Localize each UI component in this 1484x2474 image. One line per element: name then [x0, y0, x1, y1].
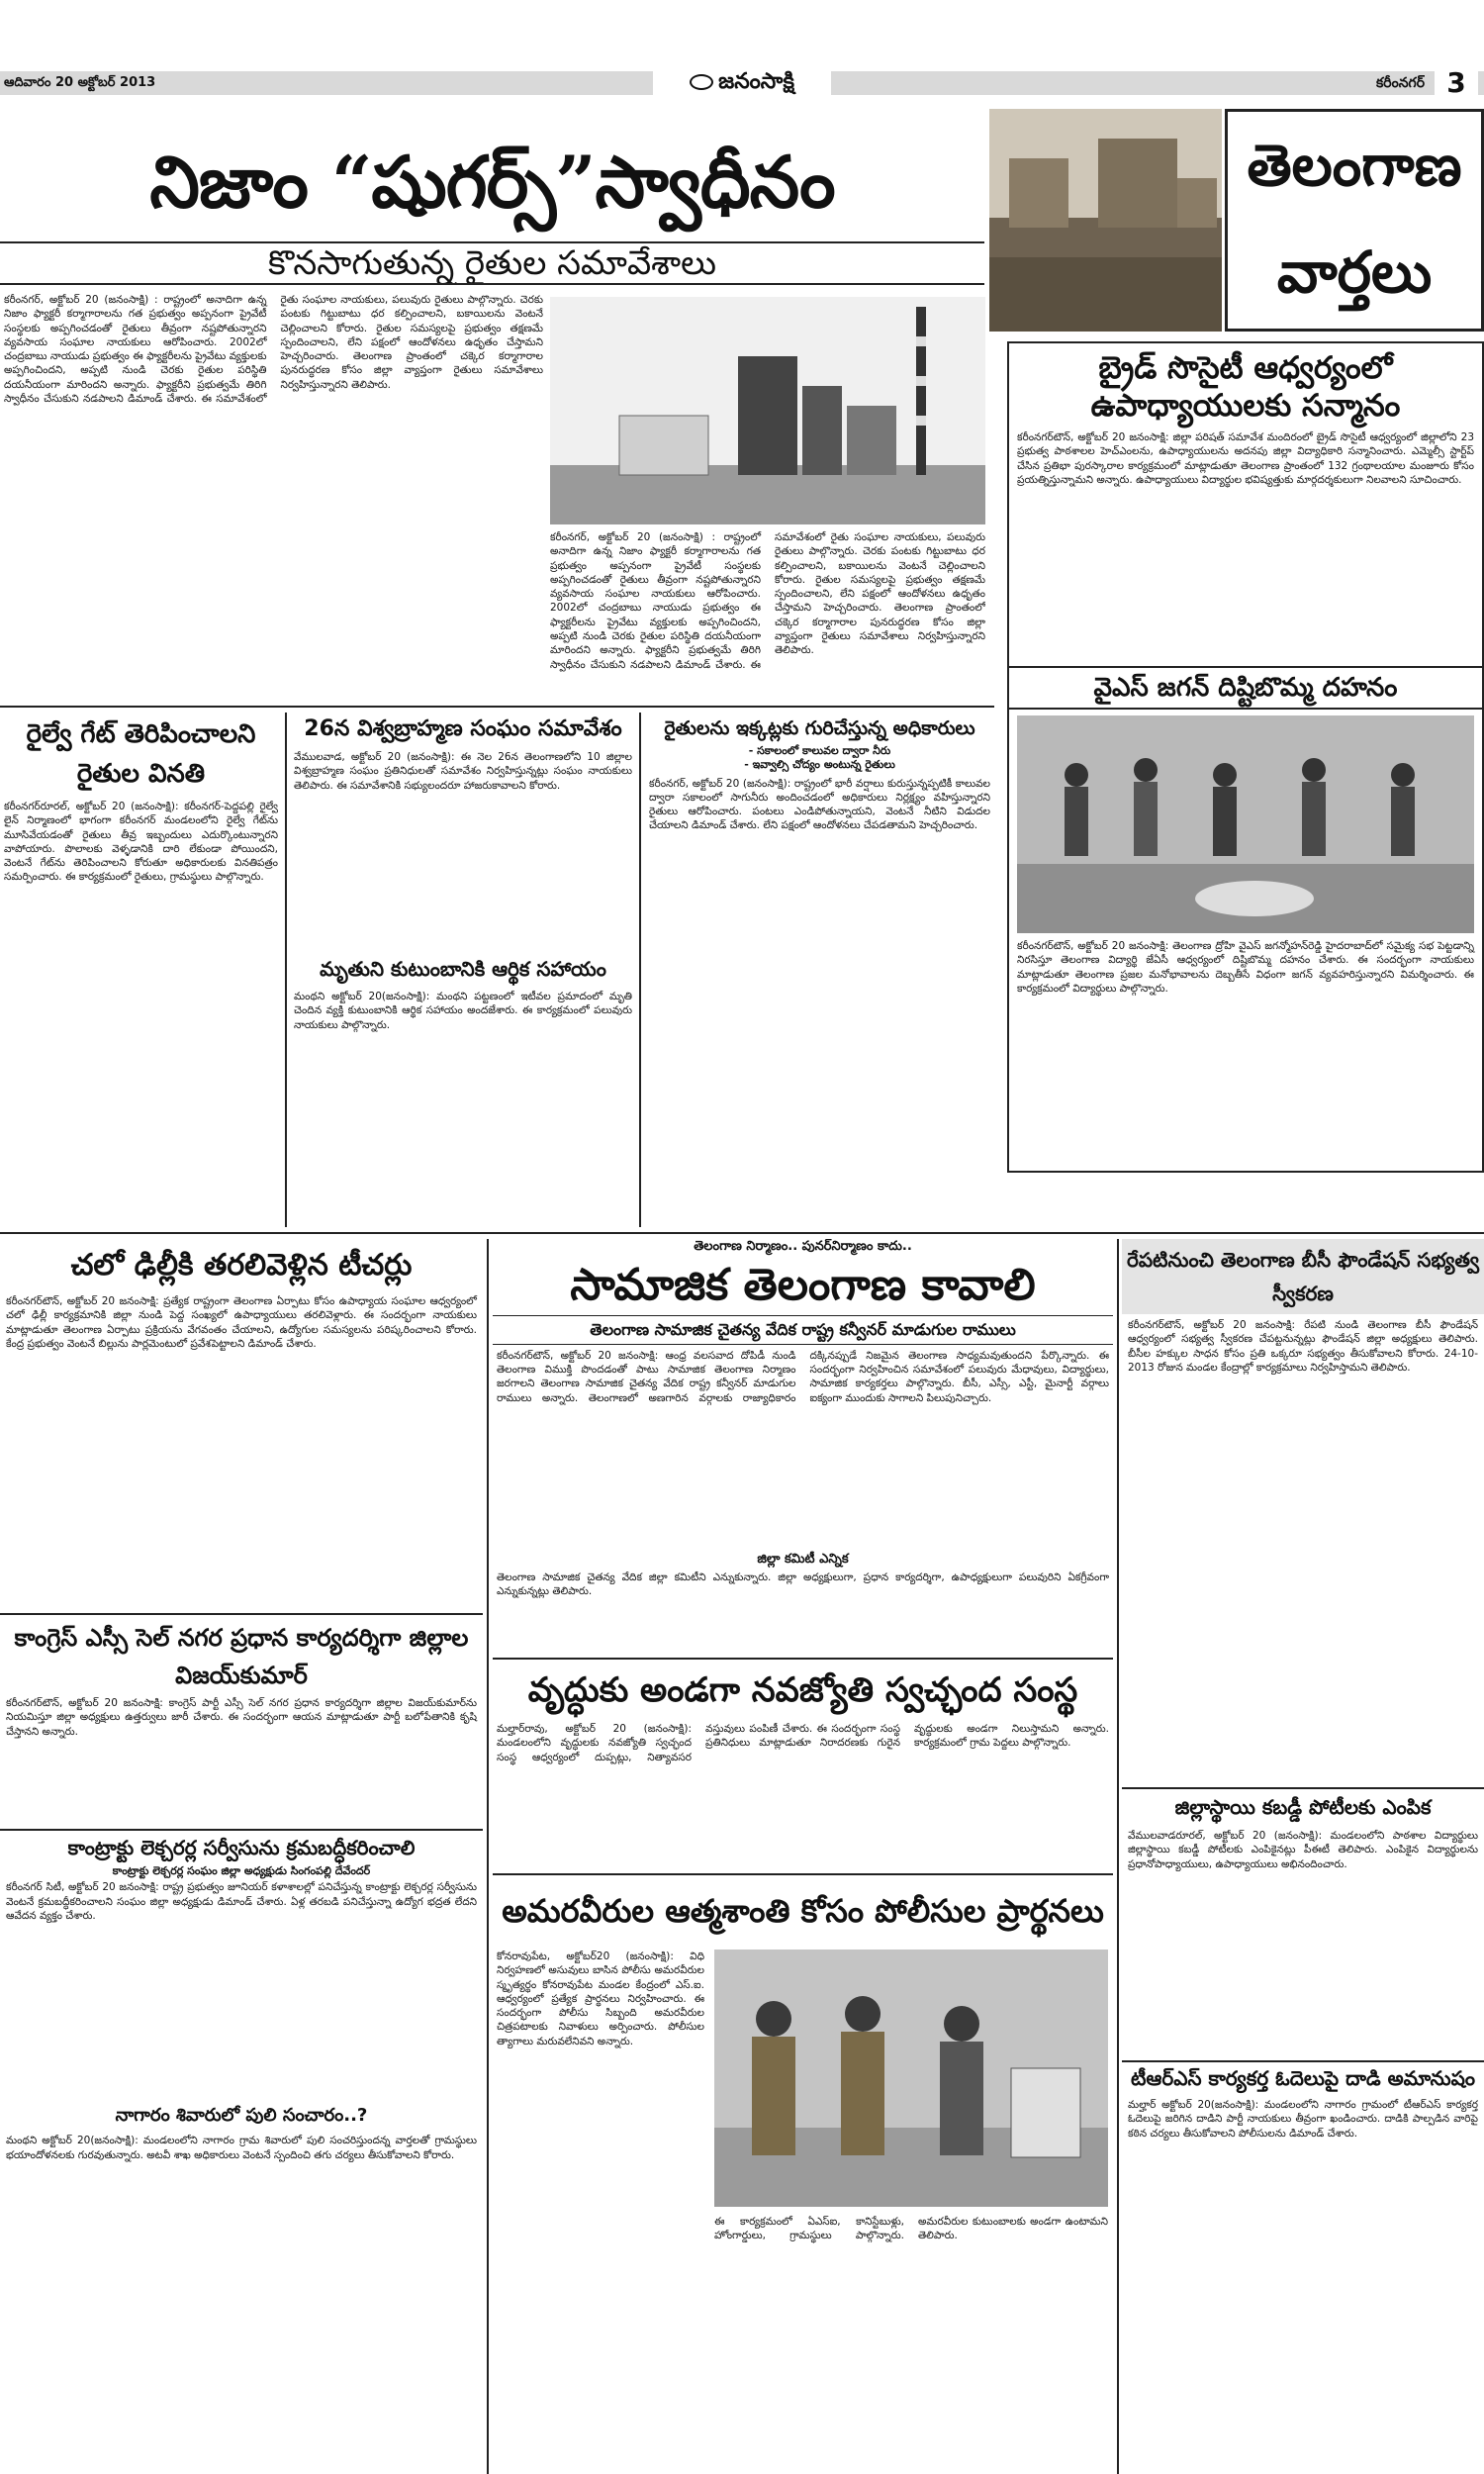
center3-headline: అమరవీరుల ఆత్మశాంతి కోసం పోలీసుల ప్రార్థనలు — [502, 1892, 1104, 1930]
mid-story-3-sub2: - ఇవ్వాల్సి చోద్యం అంటున్న రైతులు — [744, 758, 895, 772]
mid-story-1 — [0, 713, 282, 1227]
left-s3-headline: కాంట్రాక్టు లెక్చరర్ల సర్వీసును క్రమబద్ధీకరించాలి — [0, 1829, 483, 1864]
eye-icon — [690, 74, 713, 90]
center-body: కరీంనగర్‌టౌన్, అక్టోబర్ 20 జనంసాక్షి: ఆంధ్ర వలసవాద దోపిడీ నుండి తెలంగాణ విముక్తి పొందడంతో పాటు సామాజిక తెలంగాణ నిర్మాణం జరగాలని తెలంగాణ సామాజిక చైతన్య వేదిక రాష్ట్ర కన్వీనర్ మాడుగుల రాములు అన్నారు. తెలంగాణలో అణగారిన వర్గాలకు రాజ్యాధికారం దక్కినప్పుడే నిజమైన తెలంగాణ సాధ్యమవుతుందని పేర్కొన్నారు. ఈ సందర్భంగా నిర్వహించిన సమావేశంలో పలువురు మేధావులు, విద్యార్థులు, సామాజిక కార్యకర్తలు పాల్గొన్నారు. బీసీ, ఎస్సీ, ఎస్టీ, మైనార్టీ వర్గాలు ఐక్యంగా ముందుకు సాగాలని పిలుపునిచ్చారు. — [497, 1349, 1109, 1404]
police-illustration — [714, 1950, 1108, 2207]
telangana-news-photo — [989, 109, 1222, 332]
masthead-edition: కరీంనగర్ — [1376, 75, 1425, 91]
right-s1-headline: రేపటినుంచి తెలంగాణ బీసీ ఫౌండేషన్ సభ్యత్వ స్వీకరణ — [1122, 1239, 1484, 1314]
telangana-news-title-line2: వార్తలు — [1276, 238, 1433, 306]
telangana-news-title-line1: తెలంగాణ — [1247, 132, 1462, 199]
police-photo — [714, 1950, 1108, 2207]
protest-illustration — [1017, 715, 1474, 933]
mid-story-1-headline: రైల్వే గేట్ తెరిపించాలని రైతుల వినతి — [26, 719, 256, 789]
right-s3-headline: టీఆర్ఎస్ కార్యకర్త ఓదెలుపై దాడి అమానుషం — [1122, 2060, 1484, 2094]
right-column-lower — [1122, 1239, 1484, 2474]
masthead-date: ఆదివారం 20 అక్టోబర్ 2013 — [4, 73, 301, 93]
mid-story-3-headline: రైతులను ఇక్కట్లకు గురిచేస్తున్న అధికారులు — [664, 717, 975, 739]
mid-story-2-subhead: మృతుని కుటుంబానికి ఆర్థిక సహాయం — [320, 957, 606, 981]
divider-center-2 — [493, 1873, 1113, 1875]
lead-body: కరీంనగర్, అక్టోబర్ 20 (జనంసాక్షి) : రాష్ట్రంలో అనాదిగా ఉన్న నిజాం ఫ్యాక్టరీ కర్మాగారాలను గత ప్రభుత్వం అప్పనంగా ప్రైవేటీ సంస్థలకు అప్పగించడంతో రైతులు తీవ్రంగా నష్టపోతున్నారని వ్యవసాయ సంఘాల నాయకులు ఆరోపించారు. 2002లో చంద్రబాబు నాయుడు ప్రభుత్వం ఈ ఫ్యాక్టరీలను ప్రైవేటు వ్యక్తులకు అప్పగించిందని, అప్పటి నుండి చెరకు రైతుల పరిస్థితి దయనీయంగా మారిందని అన్నారు. ఫ్యాక్టరీని ప్రభుత్వమే తిరిగి స్వాధీనం చేసుకుని నడపాలని డిమాండ్ చేశారు. ఈ సమావేశంలో రైతు సంఘాల నాయకులు, పలువురు రైతులు పాల్గొన్నారు. చెరకు పంటకు గిట్టుబాటు ధర కల్పించాలని, బకాయిలను వెంటనే చెల్లించాలని కోరారు. రైతుల సమస్యలపై ప్రభుత్వం తక్షణమే స్పందించాలని, లేని పక్షంలో ఆందోళనలు ఉధృతం చేస్తామని హెచ్చరించారు. తెలంగాణ ప్రాంతంలో చక్కెర కర్మాగారాల పునరుద్ధరణ కోసం జిల్లా వ్యాప్తంగా రైతులు సమావేశాలు నిర్వహిస్తున్నారని తెలిపారు. — [4, 294, 543, 406]
mid-story-3-body: కరీంనగర్, అక్టోబర్ 20 (జనంసాక్షి): రాష్ట్రంలో భారీ వర్షాలు కురుస్తున్నప్పటికీ కాలువల ద్వారా సకాలంలో సాగునీరు అందించడంలో అధికారులు నిర్లక్ష్యం వహిస్తున్నారని రైతులు ఆరోపించారు. పంటలు ఎండిపోతున్నాయని, వెంటనే నీటిని విడుదల చేయాలని డిమాండ్ చేశారు. లేని పక్షంలో ఆందోళనలు చేపడతామని హెచ్చరించారు. — [649, 777, 990, 832]
mid-story-3 — [645, 713, 994, 1227]
fort-illustration — [989, 109, 1222, 332]
divider-center-v — [1117, 1239, 1119, 2474]
right-top-box — [1007, 341, 1484, 1173]
right-s3-body: మల్హార్ అక్టోబర్ 20(జనంసాక్షి): మండలంలోని నాగారం గ్రామంలో టీఆర్ఎస్ కార్యకర్త ఓదెలుపై జరిగిన దాడిని పార్టీ నాయకులు తీవ్రంగా ఖండించారు. దాడికి పాల్పడిన వారిపై కఠిన చర్యలు తీసుకోవాలని పోలీసులను డిమాండ్ చేశారు. — [1128, 2099, 1478, 2140]
mid-story-2-headline: 26న విశ్వబ్రాహ్మణ సంఘం సమావేశం — [304, 716, 622, 741]
mid-story-2 — [290, 713, 636, 1227]
center2-body: మల్హార్‌రావు, అక్టోబర్ 20 (జనంసాక్షి): మండలంలోని వృద్ధులకు నవజ్యోతి స్వచ్ఛంద సంస్థ ఆధ్వర్యంలో దుప్పట్లు, నిత్యావసర వస్తువులు పంపిణీ చేశారు. ఈ సందర్భంగా సంస్థ ప్రతినిధులు మాట్లాడుతూ నిరాదరణకు గురైన వృద్ధులకు అండగా నిలుస్తామని అన్నారు. కార్యక్రమంలో గ్రామ పెద్దలు పాల్గొన్నారు. — [497, 1723, 1109, 1763]
lead-subhead-band — [0, 241, 984, 285]
center-byline: తెలంగాణ సామాజిక చైతన్య వేదిక రాష్ట్ర కన్వీనర్ మాడుగుల రాములు — [493, 1315, 1113, 1345]
lead-subhead: కొనసాగుతున్న రైతుల సమావేశాలు — [268, 243, 716, 283]
lead-headline: నిజాం “షుగర్స్”స్వాధీనం — [149, 140, 835, 224]
factory-illustration — [550, 297, 985, 524]
divider-mid — [0, 706, 994, 708]
left-column-lower — [0, 1239, 483, 2474]
center-kicker: తెలంగాణ నిర్మాణం.. పునర్‌నిర్మాణం కాదు.. — [694, 1239, 912, 1254]
left-s3-sub: కాంట్రాక్టు లెక్చరర్ల సంఘం జిల్లా అధ్యక్షుడు సింగంపల్లి దేవేందర్ — [112, 1864, 371, 1877]
right-top-headline: బ్రైడ్ సొసైటీ ఆధ్వర్యంలో ఉపాధ్యాయులకు సన్మానం — [1090, 350, 1401, 424]
divider-mid-v1 — [285, 713, 287, 1227]
center-block-3 — [493, 1878, 1113, 2474]
center-sub-body: తెలంగాణ సామాజిక చైతన్య వేదిక జిల్లా కమిటీని ఎన్నుకున్నారు. జిల్లా అధ్యక్షులుగా, ప్రధాన కార్యదర్శిగా, ఉపాధ్యక్షులుగా పలువురిని ఏకగ్రీవంగా ఎన్నుకున్నట్లు తెలిపారు. — [497, 1570, 1109, 1598]
divider-lower — [0, 1232, 1484, 1234]
left-s1-headline: చలో ఢిల్లీకి తరలివెళ్లిన టీచర్లు — [70, 1248, 413, 1283]
left-s4-body: మంథని అక్టోబర్ 20(జనంసాక్షి): మండలంలోని నాగారం గ్రామ శివారులో పులి సంచరిస్తుందన్న వార్తలతో గ్రామస్థులు భయాందోళనలకు గురవుతున్నారు. అటవీ శాఖ అధికారులు వెంటనే స్పందించి తగు చర్యలు తీసుకోవాలని కోరారు. — [6, 2135, 477, 2161]
masthead-logo: జనంసాక్షి — [653, 65, 831, 99]
page-number: 3 — [1435, 65, 1478, 101]
divider-center-1 — [493, 1658, 1113, 1660]
mid-story-2-body2: మంథని అక్టోబర్ 20(జనంసాక్షి): మంథని పట్టణంలో ఇటీవల ప్రమాదంలో మృతి చెందిన వ్యక్తి కుటుంబానికి ఆర్థిక సహాయం అందజేశారు. ఈ కార్యక్రమంలో పలువురు నాయకులు పాల్గొన్నారు. — [294, 991, 632, 1031]
center-block-2 — [493, 1663, 1113, 1870]
right-top-body2: కరీంనగర్‌టౌన్, అక్టోబర్ 20 జనంసాక్షి: తెలంగాణ ద్రోహి వైఎస్ జగన్మోహన్‌రెడ్డి హైదరాబాద్‌లో సమైక్య సభ పెట్టడాన్ని నిరసిస్తూ తెలంగాణ విద్యార్థి జేఏసీ ఆధ్వర్యంలో దిష్టిబొమ్మ దహనం చేశారు. ఈ సందర్భంగా నాయకులు మాట్లాడుతూ తెలంగాణ ప్రజల మనోభావాలను దెబ్బతీసే విధంగా జగన్ వ్యవహరిస్తున్నారని విమర్శించారు. ఈ కార్యక్రమంలో విద్యార్థులు పాల్గొన్నారు. — [1017, 940, 1474, 995]
divider-left-v — [487, 1239, 489, 2474]
left-s2-body: కరీంనగర్‌టౌన్, అక్టోబర్ 20 జనంసాక్షి: కాంగ్రెస్ పార్టీ ఎస్సీ సెల్ నగర ప్రధాన కార్యదర్శిగా జిల్లాల విజయ్‌కుమార్‌ను నియమిస్తూ జిల్లా అధ్యక్షులు ఉత్తర్వులు జారీ చేశారు. ఈ సందర్భంగా ఆయన మాట్లాడుతూ పార్టీ బలోపేతానికి కృషి చేస్తానని అన్నారు. — [6, 1697, 477, 1738]
left-s1-body: కరీంనగర్‌టౌన్, అక్టోబర్ 20 జనంసాక్షి: ప్రత్యేక రాష్ట్రంగా తెలంగాణ ఏర్పాటు కోసం ఉపాధ్యాయ సంఘాల ఆధ్వర్యంలో చలో ఢిల్లీ కార్యక్రమానికి జిల్లా నుండి పెద్ద సంఖ్యలో ఉపాధ్యాయులు తరలివెళ్లారు. ఈ సందర్భంగా నాయకులు మాట్లాడుతూ తెలంగాణ ఏర్పాటు ప్రక్రియను వేగవంతం చేయాలని, ఉద్యోగుల సమస్యలను పరిష్కరించాలని కోరారు. కేంద్ర ప్రభుత్వం వెంటనే బిల్లును పార్లమెంటులో ప్రవేశపెట్టాలని డిమాండ్ చేశారు. — [6, 1295, 477, 1350]
center-block-1 — [493, 1239, 1113, 1655]
protest-photo — [1017, 715, 1474, 933]
mid-story-2-body: వేములవాడ, అక్టోబర్ 20 (జనంసాక్షి): ఈ నెల 26న తెలంగాణలోని 10 జిల్లాల విశ్వబ్రాహ్మణ సంఘం ప్రతినిధులతో సమావేశం నిర్వహిస్తున్నట్లు సంఘం నాయకులు తెలిపారు. ఈ సమావేశానికి సభ్యులందరూ హాజరుకావాలని కోరారు. — [294, 751, 632, 792]
lead-photo-factory — [550, 297, 985, 524]
center-sub-headline: జిల్లా కమిటీ ఎన్నిక — [757, 1551, 849, 1567]
mid-story-1-body: కరీంనగర్‌రూరల్, అక్టోబర్ 20 (జనంసాక్షి): కరీంనగర్-పెద్దపల్లి రైల్వే లైన్ నిర్మాణంలో భాగంగా కరీంనగర్ మండలంలోని రైల్వే గేట్‌ను మూసివేయడంతో రైతులు తీవ్ర ఇబ్బందులు ఎదుర్కొంటున్నారని వాపోయారు. పొలాలకు వెళ్ళడానికి దారి లేకుండా పోయిందని, వెంటనే గేట్‌ను తెరిపించాలని కోరుతూ అధికారులకు వినతిపత్రం సమర్పించారు. ఈ కార్యక్రమంలో రైతులు, గ్రామస్థులు పాల్గొన్నారు. — [4, 801, 278, 884]
telangana-news-title-box — [1225, 109, 1484, 332]
left-s2-headline: కాంగ్రెస్ ఎస్సీ సెల్ నగర ప్రధాన కార్యదర్శిగా జిల్లాల విజయ్‌కుమార్ — [0, 1613, 483, 1694]
center2-headline: వృద్ధుకు అండగా నవజ్యోతి స్వచ్ఛంద సంస్థ — [527, 1670, 1078, 1710]
center3-body: కోనరావుపేట, అక్టోబర్20 (జనంసాక్షి): విధి నిర్వహణలో అసువులు బాసిన పోలీసు అమరవీరుల స్మృత్యర్థం కోనరావుపేట మండల కేంద్రంలో ఎస్.ఐ. ఆధ్వర్యంలో ప్రత్యేక ప్రార్థనలు నిర్వహించారు. ఈ సందర్భంగా పోలీసు సిబ్బంది అమరవీరుల చిత్రపటాలకు నివాళులు అర్పించారు. పోలీసుల త్యాగాలు మరువలేనివని అన్నారు. — [497, 1951, 704, 2047]
right-top-body: కరీంనగర్‌టౌన్, అక్టోబర్ 20 జనంసాక్షి: జిల్లా పరిషత్ సమావేశ మందిరంలో బ్రైడ్ సొసైటీ ఆధ్వర్యంలో జిల్లాలోని 23 ప్రభుత్వ పాఠశాలల హెచ్‌ఎంలను, ఉపాధ్యాయులను అదనపు జిల్లా విద్యాధికారి సన్మానించారు. ఎమ్మెల్సీ స్టార్ట్‌ప్ చేసిన ప్రతిభా పురస్కారాల కార్యక్రమంలో మాట్లాడుతూ తెలంగాణ ప్రాంతంలో 132 గ్రంథాలయాల మంజూరు కోసం ప్రయత్నిస్తున్నామని అన్నారు. ఉపాధ్యాయులు విద్యార్థుల భవిష్యత్తుకు మార్గదర్శకులుగా నిలవాలని సూచించారు. — [1017, 431, 1474, 486]
right-s1-body: కరీంనగర్‌టౌన్, అక్టోబర్ 20 జనంసాక్షి: రేపటి నుండి తెలంగాణ బీసీ ఫౌండేషన్ ఆధ్వర్యంలో సభ్యత్వ స్వీకరణ చేపట్టనున్నట్లు ఫౌండేషన్ జిల్లా అధ్యక్షులు తెలిపారు. బీసీల హక్కుల సాధన కోసం ప్రతి ఒక్కరూ సభ్యత్వం తీసుకోవాలని కోరారు. 24-10-2013 రోజున మండల కేంద్రాల్లో కార్యక్రమాలు నిర్వహిస్తామని తెలిపారు. — [1128, 1319, 1478, 1374]
right-s2-headline: జిల్లాస్థాయి కబడ్డీ పోటీలకు ఎంపిక — [1122, 1787, 1484, 1825]
lead-body-right: కరీంనగర్, అక్టోబర్ 20 (జనంసాక్షి) : రాష్ట్రంలో అనాదిగా ఉన్న నిజాం ఫ్యాక్టరీ కర్మాగారాలను గత ప్రభుత్వం అప్పనంగా ప్రైవేటీ సంస్థలకు అప్పగించడంతో రైతులు తీవ్రంగా నష్టపోతున్నారని వ్యవసాయ సంఘాల నాయకులు ఆరోపించారు. 2002లో చంద్రబాబు నాయుడు ప్రభుత్వం ఈ ఫ్యాక్టరీలను ప్రైవేటు వ్యక్తులకు అప్పగించిందని, అప్పటి నుండి చెరకు రైతుల పరిస్థితి దయనీయంగా మారిందని అన్నారు. ఫ్యాక్టరీని ప్రభుత్వమే తిరిగి స్వాధీనం చేసుకుని నడపాలని డిమాండ్ చేశారు. ఈ సమావేశంలో రైతు సంఘాల నాయకులు, పలువురు రైతులు పాల్గొన్నారు. చెరకు పంటకు గిట్టుబాటు ధర కల్పించాలని, బకాయిలను వెంటనే చెల్లించాలని కోరారు. రైతుల సమస్యలపై ప్రభుత్వం తక్షణమే స్పందించాలని, లేని పక్షంలో ఆందోళనలు ఉధృతం చేస్తామని హెచ్చరించారు. తెలంగాణ ప్రాంతంలో చక్కెర కర్మాగారాల పునరుద్ధరణ కోసం జిల్లా వ్యాప్తంగా రైతులు సమావేశాలు నిర్వహిస్తున్నారని తెలిపారు. — [550, 531, 985, 671]
left-s4-headline: నాగారం శివారులో పులి సంచారం..? — [115, 2105, 368, 2127]
left-s3-body: కరీంనగర్ సిటీ, అక్టోబర్ 20 జనంసాక్షి: రాష్ట్ర ప్రభుత్వం జూనియర్ కళాశాలల్లో పనిచేస్తున్న కాంట్రాక్టు లెక్చరర్ల సర్వీసును వెంటనే క్రమబద్ధీకరించాలని సంఘం జిల్లా అధ్యక్షుడు డిమాండ్ చేశారు. ఏళ్ల తరబడి పనిచేస్తున్నా ఉద్యోగ భద్రత లేదని ఆవేదన వ్యక్తం చేశారు. — [6, 1881, 477, 1922]
divider-mid-v2 — [639, 713, 641, 1227]
center3-body-b: ఈ కార్యక్రమంలో ఏఎస్‌ఐ, కానిస్టేబుళ్లు, హోంగార్డులు, గ్రామస్థులు పాల్గొన్నారు. అమరవీరుల కుటుంబాలకు అండగా ఉంటామని తెలిపారు. — [714, 2216, 1108, 2242]
center-headline: సామాజిక తెలంగాణ కావాలి — [570, 1259, 1036, 1310]
right-s2-body: వేములవాడరూరల్, అక్టోబర్ 20 (జనంసాక్షి): మండలంలోని పాఠశాల విద్యార్థులు జిల్లాస్థాయి కబడ్డీ పోటీలకు ఎంపికైనట్లు పీఈటీ తెలిపారు. ఎంపికైన విద్యార్థులను ప్రధానోపాధ్యాయులు, ఉపాధ్యాయులు అభినందించారు. — [1128, 1830, 1478, 1870]
right-top-subhead2: వైఎస్ జగన్ దిష్టిబొమ్మ దహనం — [1009, 666, 1482, 710]
mid-story-3-sub1: - సకాలంలో కాలువల ద్వారా నీరు — [748, 744, 891, 757]
